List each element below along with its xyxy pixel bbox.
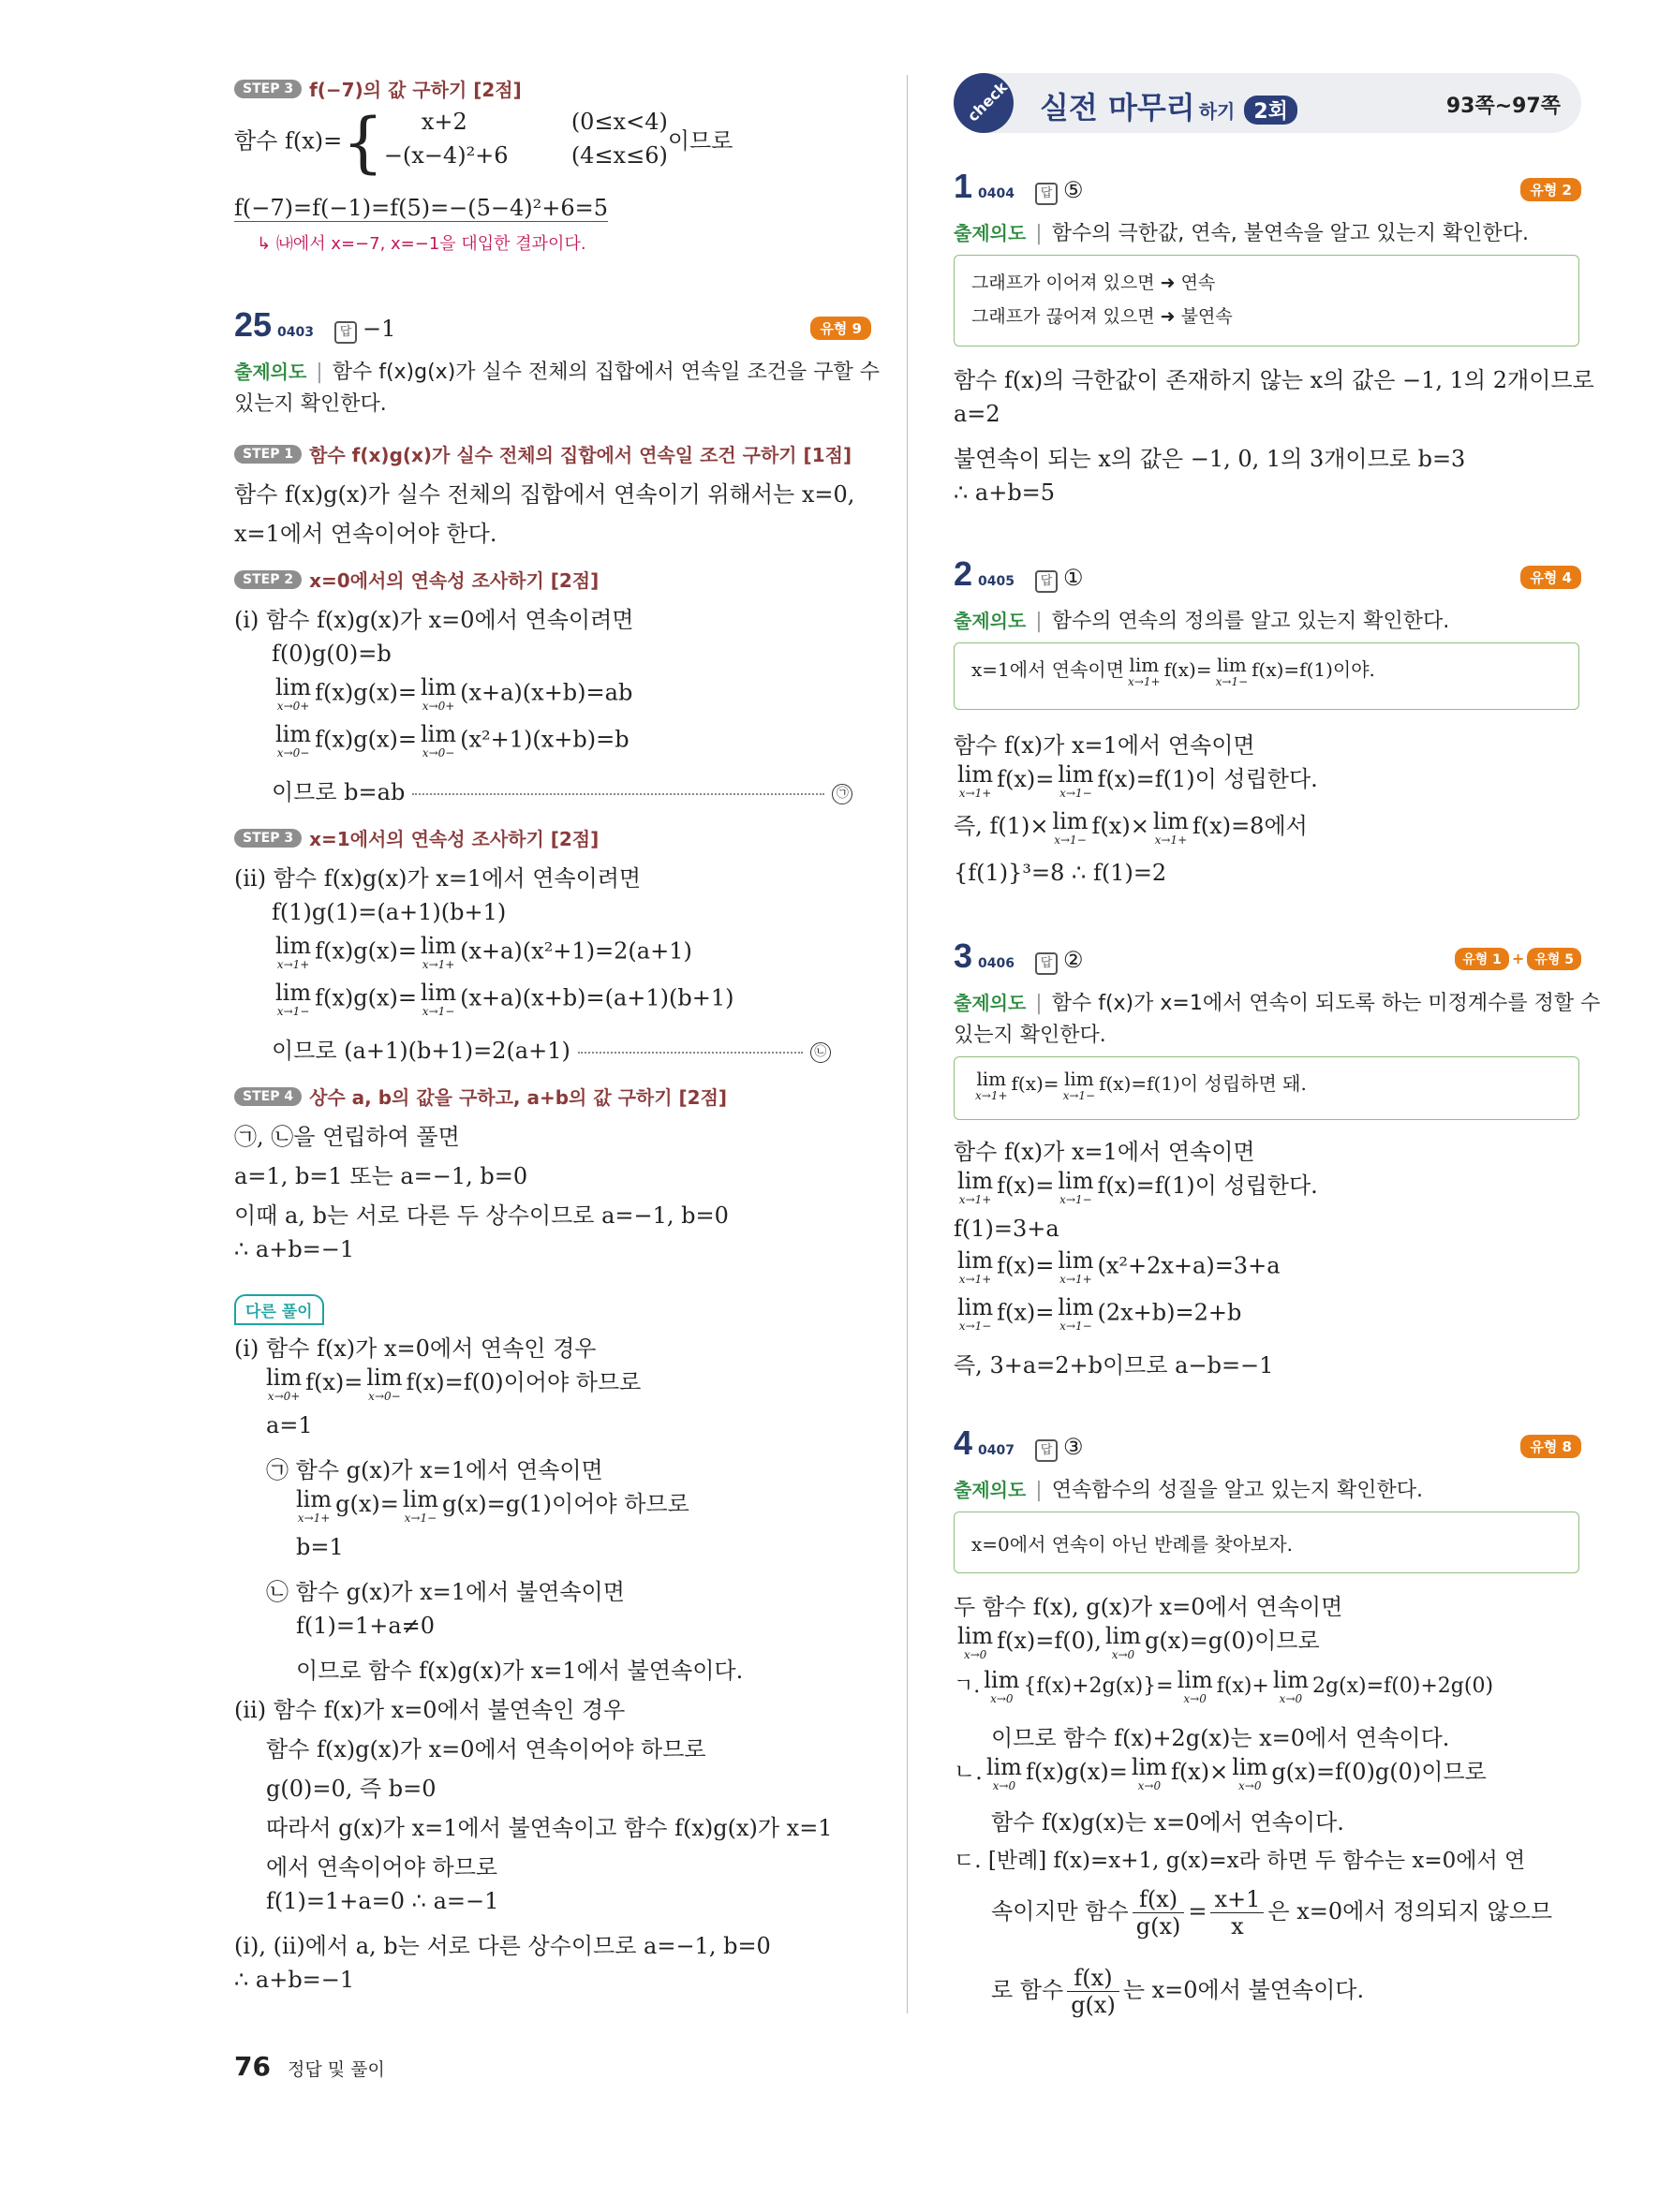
round-badge: 2회	[1244, 96, 1297, 125]
question-code: 0404	[978, 186, 1015, 201]
hint-text: f(x)=f(1)이 성립하면 돼.	[1099, 1072, 1307, 1095]
separator: |	[316, 361, 323, 384]
alt-line11: 함수 f(x)g(x)가 x=0에서 연속이어야 하므로	[266, 1736, 706, 1762]
step4-line4: ∴ a+b=−1	[234, 1236, 355, 1262]
q3-line3: f(1)=3+a	[954, 1216, 1059, 1242]
step-title: x=0에서의 연속성 조사하기 [2점]	[309, 569, 600, 592]
lim-sub: x→1+	[1154, 833, 1188, 847]
q3-line6: 즉, 3+a=2+b이므로 a−b=−1	[954, 1352, 1274, 1379]
hint-line: x=0에서 연속이 아닌 반례를 찾아보자.	[971, 1533, 1294, 1556]
lim-word: lim	[957, 1247, 994, 1274]
q4-line3	[954, 1669, 1493, 1704]
alt-line8: f(1)=1+a≠0	[296, 1613, 436, 1639]
expr: (x²+2x+a)=3+a	[1097, 1252, 1281, 1279]
alt-line7: ㉡ 함수 g(x)가 x=1에서 불연속이면	[266, 1579, 625, 1605]
question-code: 0403	[277, 325, 315, 340]
q1-line1: 함수 f(x)의 극한값이 존재하지 않는 x의 값은 −1, 1의 2개이므로	[954, 367, 1594, 393]
expr: 즉, f(1)×	[954, 813, 1049, 839]
step3-line4	[272, 981, 734, 1017]
lim-sub: x→0	[992, 1778, 1016, 1792]
lim-word: lim	[296, 1485, 333, 1512]
alt-line1: (ⅰ) 함수 f(x)가 x=0에서 연속인 경우	[234, 1335, 597, 1362]
q4-line7: ㄷ. [반례] f(x)=x+1, g(x)=x라 하면 두 함수는 x=0에서 연	[954, 1849, 1526, 1873]
q4-intent	[954, 1474, 1423, 1503]
type-tag: 유형 4	[1520, 566, 1581, 589]
q4-line9	[991, 1965, 1364, 2018]
footer-title: 정답 및 풀이	[287, 2059, 385, 2080]
answer-icon: 답	[334, 321, 357, 344]
q3-line1: 함수 f(x)가 x=1에서 연속이면	[954, 1139, 1255, 1165]
frac-num: x+1	[1210, 1886, 1264, 1913]
expr: g(x)=g(1)이어야 하므로	[441, 1491, 689, 1517]
lim-sub: x→1+	[276, 958, 310, 971]
f7-note	[257, 230, 586, 255]
lim-sub: x→1−	[1059, 1320, 1092, 1333]
lim-word: lim	[1052, 807, 1089, 834]
step-title: 상수 a, b의 값을 구하고, a+b의 값 구하기 [2점]	[309, 1086, 728, 1109]
q4-line1: 두 함수 f(x), g(x)가 x=0에서 연속이면	[954, 1594, 1343, 1620]
section-banner	[954, 73, 1581, 133]
alt-line14: 에서 연속이어야 하므로	[266, 1854, 498, 1880]
question-number: 2	[954, 554, 973, 593]
q2-intent	[954, 605, 1449, 634]
answer-value: ②	[1063, 947, 1084, 973]
q2-header	[954, 554, 1581, 594]
step3-header	[234, 824, 599, 851]
step2-line3	[272, 676, 632, 712]
case2-expr: −(x−4)²+6	[383, 142, 509, 169]
expr: f(x)g(x)=	[315, 726, 417, 753]
lim-word: lim	[275, 980, 312, 1006]
expr: f(x)g(x)=	[315, 937, 417, 965]
page-number: 76	[234, 2051, 271, 2082]
step3-line3	[272, 935, 692, 970]
leader-dots	[578, 1052, 803, 1054]
item-marker: ㄴ.	[954, 1759, 983, 1785]
expr: f(x)=	[997, 1299, 1055, 1326]
lim-word: lim	[1131, 1753, 1167, 1780]
intent-text: 연속함수의 성질을 알고 있는지 확인한다.	[1051, 1479, 1423, 1502]
func-prefix: 함수 f(x)=	[234, 127, 343, 155]
lim-word: lim	[985, 1753, 1022, 1780]
brace: {	[342, 104, 384, 181]
banner-title	[1040, 84, 1297, 127]
expr: {f(x)+2g(x)}=	[1023, 1674, 1174, 1698]
q25-intent	[234, 356, 880, 385]
expr: =	[1188, 1898, 1207, 1924]
lim-sub: x→1+	[422, 958, 455, 971]
step4-line3: 이때 a, b는 서로 다른 두 상수이므로 a=−1, b=0	[234, 1202, 729, 1229]
marker-2: ㉡	[810, 1042, 831, 1063]
lim-sub: x→1−	[1054, 833, 1087, 847]
type-tag: 유형 9	[810, 317, 871, 340]
intent-label: 출제의도	[954, 610, 1027, 632]
step4-line1: ㉠, ㉡을 연립하여 풀면	[234, 1124, 460, 1150]
lim-sub: x→1+	[958, 786, 992, 800]
lim-word: lim	[1216, 653, 1247, 676]
q4-line8	[991, 1886, 1552, 1939]
intent-text-2: 있는지 확인한다.	[234, 392, 387, 416]
intent-label: 출제의도	[954, 222, 1027, 244]
lim-sub: x→0+	[276, 700, 310, 713]
lim-sub: x→0	[1279, 1692, 1303, 1705]
question-number: 1	[954, 167, 973, 205]
lim-sub: x→0−	[368, 1389, 401, 1403]
lim-word: lim	[421, 674, 457, 700]
expr: f(x)g(x)=	[1025, 1759, 1128, 1785]
lim-word: lim	[275, 721, 312, 747]
lim-sub: x→0	[963, 1647, 987, 1661]
lim-word: lim	[1272, 1667, 1309, 1693]
separator: |	[1035, 1479, 1043, 1502]
expr: f(x)g(x)=	[315, 984, 417, 1011]
expr: 속이지만 함수	[991, 1898, 1129, 1924]
expr: f(x)=f(0)이어야 하므로	[406, 1369, 642, 1395]
lim-sub: x→1−	[1059, 1192, 1092, 1206]
lim-word: lim	[421, 933, 457, 959]
page-range: 93쪽~97쪽	[1445, 95, 1561, 118]
expr: (2x+b)=2+b	[1097, 1299, 1242, 1326]
title-text: 실전 마무리	[1040, 90, 1195, 125]
hint-line	[971, 1069, 1307, 1101]
case2-cond: (4≤x≤6)	[570, 142, 668, 169]
step4-header	[234, 1083, 727, 1110]
expr: 이므로 b=ab	[272, 779, 406, 805]
answer-value: ⑤	[1063, 177, 1084, 203]
alt-line4: ㉠ 함수 g(x)가 x=1에서 연속이면	[266, 1457, 603, 1483]
lim-sub: x→1+	[1059, 1273, 1092, 1286]
alt-label: 다른 풀이	[234, 1294, 324, 1325]
lim-sub: x→0	[990, 1692, 1014, 1705]
answer-icon: 답	[1035, 570, 1058, 593]
frac-num: f(x)	[1067, 1965, 1119, 1992]
question-number: 25	[234, 305, 273, 344]
step3-line2: f(1)g(1)=(a+1)(b+1)	[272, 899, 507, 925]
q2-hint-box	[954, 642, 1579, 710]
step2-line4	[272, 723, 630, 759]
lim-sub: x→0	[1238, 1778, 1262, 1792]
cases	[384, 109, 668, 176]
expr: f(x)=f(1)이 성립한다.	[1097, 766, 1318, 792]
q3-header	[954, 936, 1581, 976]
lim-word: lim	[366, 1364, 403, 1391]
lim-sub: x→1−	[1215, 674, 1249, 688]
step-badge: STEP 2	[234, 570, 302, 589]
step3-line1: (ⅱ) 함수 f(x)g(x)가 x=1에서 연속이려면	[234, 865, 642, 892]
expr: f(x)×	[1091, 813, 1149, 839]
hint-line	[971, 655, 1375, 687]
intent-label: 출제의도	[954, 992, 1027, 1014]
step1-line1: 함수 f(x)g(x)가 실수 전체의 집합에서 연속이기 위해서는 x=0,	[234, 481, 855, 508]
intent-label: 출제의도	[954, 1479, 1027, 1501]
q3-line5	[954, 1296, 1241, 1332]
intent-text: 함수의 연속의 정의를 알고 있는지 확인한다.	[1051, 610, 1450, 633]
check-badge	[954, 73, 1014, 133]
q4-line2	[954, 1622, 1320, 1660]
q4-line6: 함수 f(x)g(x)는 x=0에서 연속이다.	[991, 1809, 1344, 1836]
step-badge: STEP 3	[234, 829, 302, 848]
step-badge: STEP 3	[234, 80, 302, 98]
corner-arrow-icon: ↳	[257, 234, 276, 254]
q25-header	[234, 305, 871, 345]
lim-word: lim	[957, 1167, 994, 1194]
step-badge: STEP 4	[234, 1087, 302, 1106]
frac-den: x	[1231, 1913, 1244, 1939]
expr: f(x)=8에서	[1192, 813, 1308, 839]
lim-word: lim	[266, 1364, 303, 1391]
frac-num: f(x)	[1133, 1886, 1185, 1913]
page-footer	[234, 2051, 385, 2082]
expr: f(x)=	[997, 1252, 1055, 1279]
step3-line5	[272, 1032, 871, 1065]
lim-sub: x→1−	[958, 1320, 992, 1333]
separator: |	[1035, 610, 1043, 633]
q1-line4: ∴ a+b=5	[954, 479, 1056, 506]
plus-icon: +	[1511, 950, 1525, 967]
q2-line3	[954, 807, 1308, 846]
expr: f(x)+	[1216, 1674, 1269, 1698]
alt-solution-label	[234, 1294, 324, 1325]
lim-word: lim	[1063, 1067, 1094, 1090]
step-title: 함수 f(x)g(x)가 실수 전체의 집합에서 연속일 조건 구하기 [1점]	[309, 444, 852, 466]
expr: 은 x=0에서 정의되지 않으므	[1267, 1898, 1553, 1924]
q3-line4	[954, 1249, 1281, 1285]
expr: f(x)=	[997, 1172, 1055, 1199]
lim-sub: x→1−	[422, 1005, 455, 1018]
lim-word: lim	[1058, 760, 1094, 788]
lim-sub: x→0	[1111, 1647, 1135, 1661]
q3-hint-box	[954, 1056, 1579, 1120]
intent-label: 출제의도	[234, 361, 307, 383]
lim-sub: x→1+	[297, 1511, 331, 1525]
check-text: check	[963, 78, 1011, 125]
expr: f(x)×	[1170, 1759, 1229, 1785]
lim-sub: x→0+	[267, 1389, 301, 1403]
lim-sub: x→1+	[958, 1273, 992, 1286]
lim-word: lim	[957, 1294, 994, 1320]
q4-hint-box	[954, 1512, 1579, 1573]
alt-line15: f(1)=1+a=0 ∴ a=−1	[266, 1888, 499, 1914]
step1-line2: x=1에서 연속이어야 한다.	[234, 521, 497, 547]
step-title: x=1에서의 연속성 조사하기 [2점]	[309, 828, 600, 850]
lim-sub: x→1+	[1128, 674, 1161, 688]
q4-header	[954, 1423, 1581, 1463]
frac-den: g(x)	[1071, 1992, 1116, 2018]
lim-sub: x→1+	[958, 1192, 992, 1206]
lim-word: lim	[957, 760, 994, 788]
lim-sub: x→0	[1183, 1692, 1207, 1705]
intent-text: 함수 f(x)가 x=1에서 연속이 되도록 하는 미정계수를 정할 수	[1051, 992, 1601, 1015]
hint-text: f(x)=	[1163, 658, 1212, 681]
item-marker: ㄱ.	[954, 1674, 981, 1698]
lim-word: lim	[275, 933, 312, 959]
step2-line1: (ⅰ) 함수 f(x)g(x)가 x=0에서 연속이려면	[234, 607, 634, 633]
step-title: f(−7)의 값 구하기 [2점]	[309, 79, 522, 101]
question-code: 0406	[978, 956, 1015, 971]
type-tag-1: 유형 1	[1455, 948, 1509, 970]
lim-word: lim	[402, 1485, 438, 1512]
alt-line5	[292, 1485, 689, 1524]
expr: f(x)=f(1)이 성립한다.	[1097, 1172, 1318, 1199]
step-badge: STEP 1	[234, 445, 302, 464]
q1-header	[954, 167, 1581, 206]
separator: |	[1035, 992, 1043, 1015]
expr: 는 x=0에서 불연속이다.	[1122, 1977, 1365, 2003]
lim-word: lim	[1129, 653, 1160, 676]
type-tags	[1455, 948, 1581, 970]
answer-value: ①	[1063, 565, 1084, 591]
frac-den: g(x)	[1135, 1913, 1181, 1939]
hint-line2: 그래프가 끊어져 있으면 ➜ 불연속	[971, 306, 1233, 327]
marker-1: ㉠	[832, 784, 852, 804]
hint-text: f(x)=	[1011, 1072, 1059, 1095]
alt-line10: (ⅱ) 함수 f(x)가 x=0에서 불연속인 경우	[234, 1697, 626, 1723]
case1-expr: x+2	[421, 109, 467, 135]
q1-intent	[954, 217, 1529, 246]
step2-line5	[272, 774, 871, 806]
expr: f(x)=f(0),	[997, 1628, 1102, 1654]
q1-line2: a=2	[954, 401, 1000, 427]
expr: f(x)g(x)=	[315, 679, 417, 706]
lim-sub: x→1−	[1062, 1088, 1096, 1102]
lim-sub: x→0−	[276, 746, 310, 759]
alt-line13: 따라서 g(x)가 x=1에서 불연속이고 함수 f(x)g(x)가 x=1	[266, 1815, 833, 1841]
answer-icon: 답	[1035, 1439, 1058, 1462]
step2-line2: f(0)g(0)=b	[272, 641, 392, 667]
step1-header	[234, 440, 852, 467]
q1-hint-box	[954, 255, 1579, 347]
lim-sub: x→1−	[1059, 786, 1092, 800]
lim-word: lim	[421, 980, 457, 1006]
func-suffix: 이므로	[667, 127, 733, 155]
piecewise-function	[234, 104, 733, 181]
answer-icon: 답	[1035, 952, 1058, 975]
expr: 로 함수	[991, 1977, 1064, 2003]
lim-word: lim	[421, 721, 457, 747]
lim-sub: x→0	[1137, 1778, 1162, 1792]
q4-line4: 이므로 함수 f(x)+2g(x)는 x=0에서 연속이다.	[991, 1725, 1450, 1751]
separator: |	[1035, 222, 1043, 245]
q2-line2	[954, 760, 1318, 799]
title-sub: 하기	[1198, 100, 1236, 123]
expr: (x²+1)(x+b)=b	[460, 726, 630, 753]
expr: 2g(x)=f(0)+2g(0)	[1311, 1674, 1494, 1698]
step4-line2: a=1, b=1 또는 a=−1, b=0	[234, 1163, 528, 1189]
q2-line1: 함수 f(x)가 x=1에서 연속이면	[954, 732, 1255, 759]
alt-line12: g(0)=0, 즉 b=0	[266, 1776, 437, 1802]
lim-word: lim	[1232, 1753, 1268, 1780]
lim-sub: x→1−	[276, 1005, 310, 1018]
lim-sub: x→1+	[975, 1088, 1008, 1102]
question-number: 3	[954, 936, 973, 975]
lim-sub: x→1−	[404, 1511, 437, 1525]
type-tag: 유형 2	[1520, 178, 1581, 201]
lim-word: lim	[1058, 1167, 1094, 1194]
step2-header	[234, 566, 599, 593]
expr: (x+a)(x²+1)=2(a+1)	[460, 937, 692, 965]
alt-line17: ∴ a+b=−1	[234, 1967, 355, 1993]
alt-line6: b=1	[296, 1534, 344, 1560]
alt-line2	[262, 1364, 641, 1402]
answer-value: ③	[1063, 1434, 1084, 1460]
lim-word: lim	[976, 1067, 1007, 1090]
hint-line1: 그래프가 이어져 있으면 ➜ 연속	[971, 273, 1216, 293]
type-tag-2: 유형 5	[1527, 948, 1581, 970]
expr: g(x)=	[335, 1491, 399, 1517]
hint-text: x=1에서 연속이면	[971, 658, 1125, 681]
answer-icon: 답	[1035, 183, 1058, 205]
f7-line	[234, 195, 608, 221]
q3-intent	[954, 987, 1600, 1016]
question-number: 4	[954, 1423, 973, 1462]
lim-word: lim	[1177, 1667, 1213, 1693]
hint-text: f(x)=f(1)이야.	[1252, 658, 1375, 681]
lim-word: lim	[275, 674, 312, 700]
q2-line4: {f(1)}³=8 ∴ f(1)=2	[954, 860, 1167, 886]
leader-dots	[412, 793, 824, 795]
q4-line5	[954, 1753, 1487, 1792]
column-divider	[907, 75, 908, 2013]
expr: 이므로 (a+1)(b+1)=2(a+1)	[272, 1038, 570, 1064]
expr: f(x)=	[997, 766, 1055, 792]
f7-expression: f(−7)=f(−1)=f(5)=−(5−4)²+6=5	[234, 195, 609, 221]
intent-text: 함수 f(x)g(x)가 실수 전체의 집합에서 연속일 조건을 구할 수	[332, 361, 881, 384]
expr: g(x)=g(0)이므로	[1144, 1628, 1320, 1654]
alt-line16: (ⅰ), (ⅱ)에서 a, b는 서로 다른 상수이므로 a=−1, b=0	[234, 1933, 771, 1959]
intent-text-2: 있는지 확인한다.	[954, 1024, 1106, 1047]
alt-line3: a=1	[266, 1412, 313, 1438]
lim-word: lim	[1104, 1622, 1141, 1649]
lim-word: lim	[957, 1622, 994, 1649]
f7-note-text: ㈏에서 x=−7, x=−1을 대입한 결과이다.	[275, 234, 586, 254]
expr: g(x)=f(0)g(0)이므로	[1271, 1759, 1487, 1785]
expr: (x+a)(x+b)=ab	[460, 679, 633, 706]
lim-word: lim	[984, 1667, 1020, 1693]
lim-word: lim	[1058, 1294, 1094, 1320]
case1-cond: (0≤x<4)	[570, 109, 668, 135]
lim-sub: x→0+	[422, 700, 455, 713]
expr: (x+a)(x+b)=(a+1)(b+1)	[460, 984, 734, 1011]
intent-text: 함수의 극한값, 연속, 불연속을 알고 있는지 확인한다.	[1051, 222, 1529, 245]
q1-line3: 불연속이 되는 x의 값은 −1, 0, 1의 3개이므로 b=3	[954, 446, 1466, 472]
type-tag: 유형 8	[1520, 1435, 1581, 1458]
answer-value: −1	[363, 316, 396, 342]
question-code: 0407	[978, 1443, 1015, 1458]
lim-word: lim	[1152, 807, 1189, 834]
expr: f(x)=	[305, 1369, 363, 1395]
lim-word: lim	[1058, 1247, 1094, 1274]
alt-line9: 이므로 함수 f(x)g(x)가 x=1에서 불연속이다.	[296, 1658, 744, 1684]
lim-sub: x→0−	[422, 746, 455, 759]
step3-header-top	[234, 75, 522, 102]
q3-line2	[954, 1167, 1318, 1205]
question-code: 0405	[978, 574, 1015, 589]
